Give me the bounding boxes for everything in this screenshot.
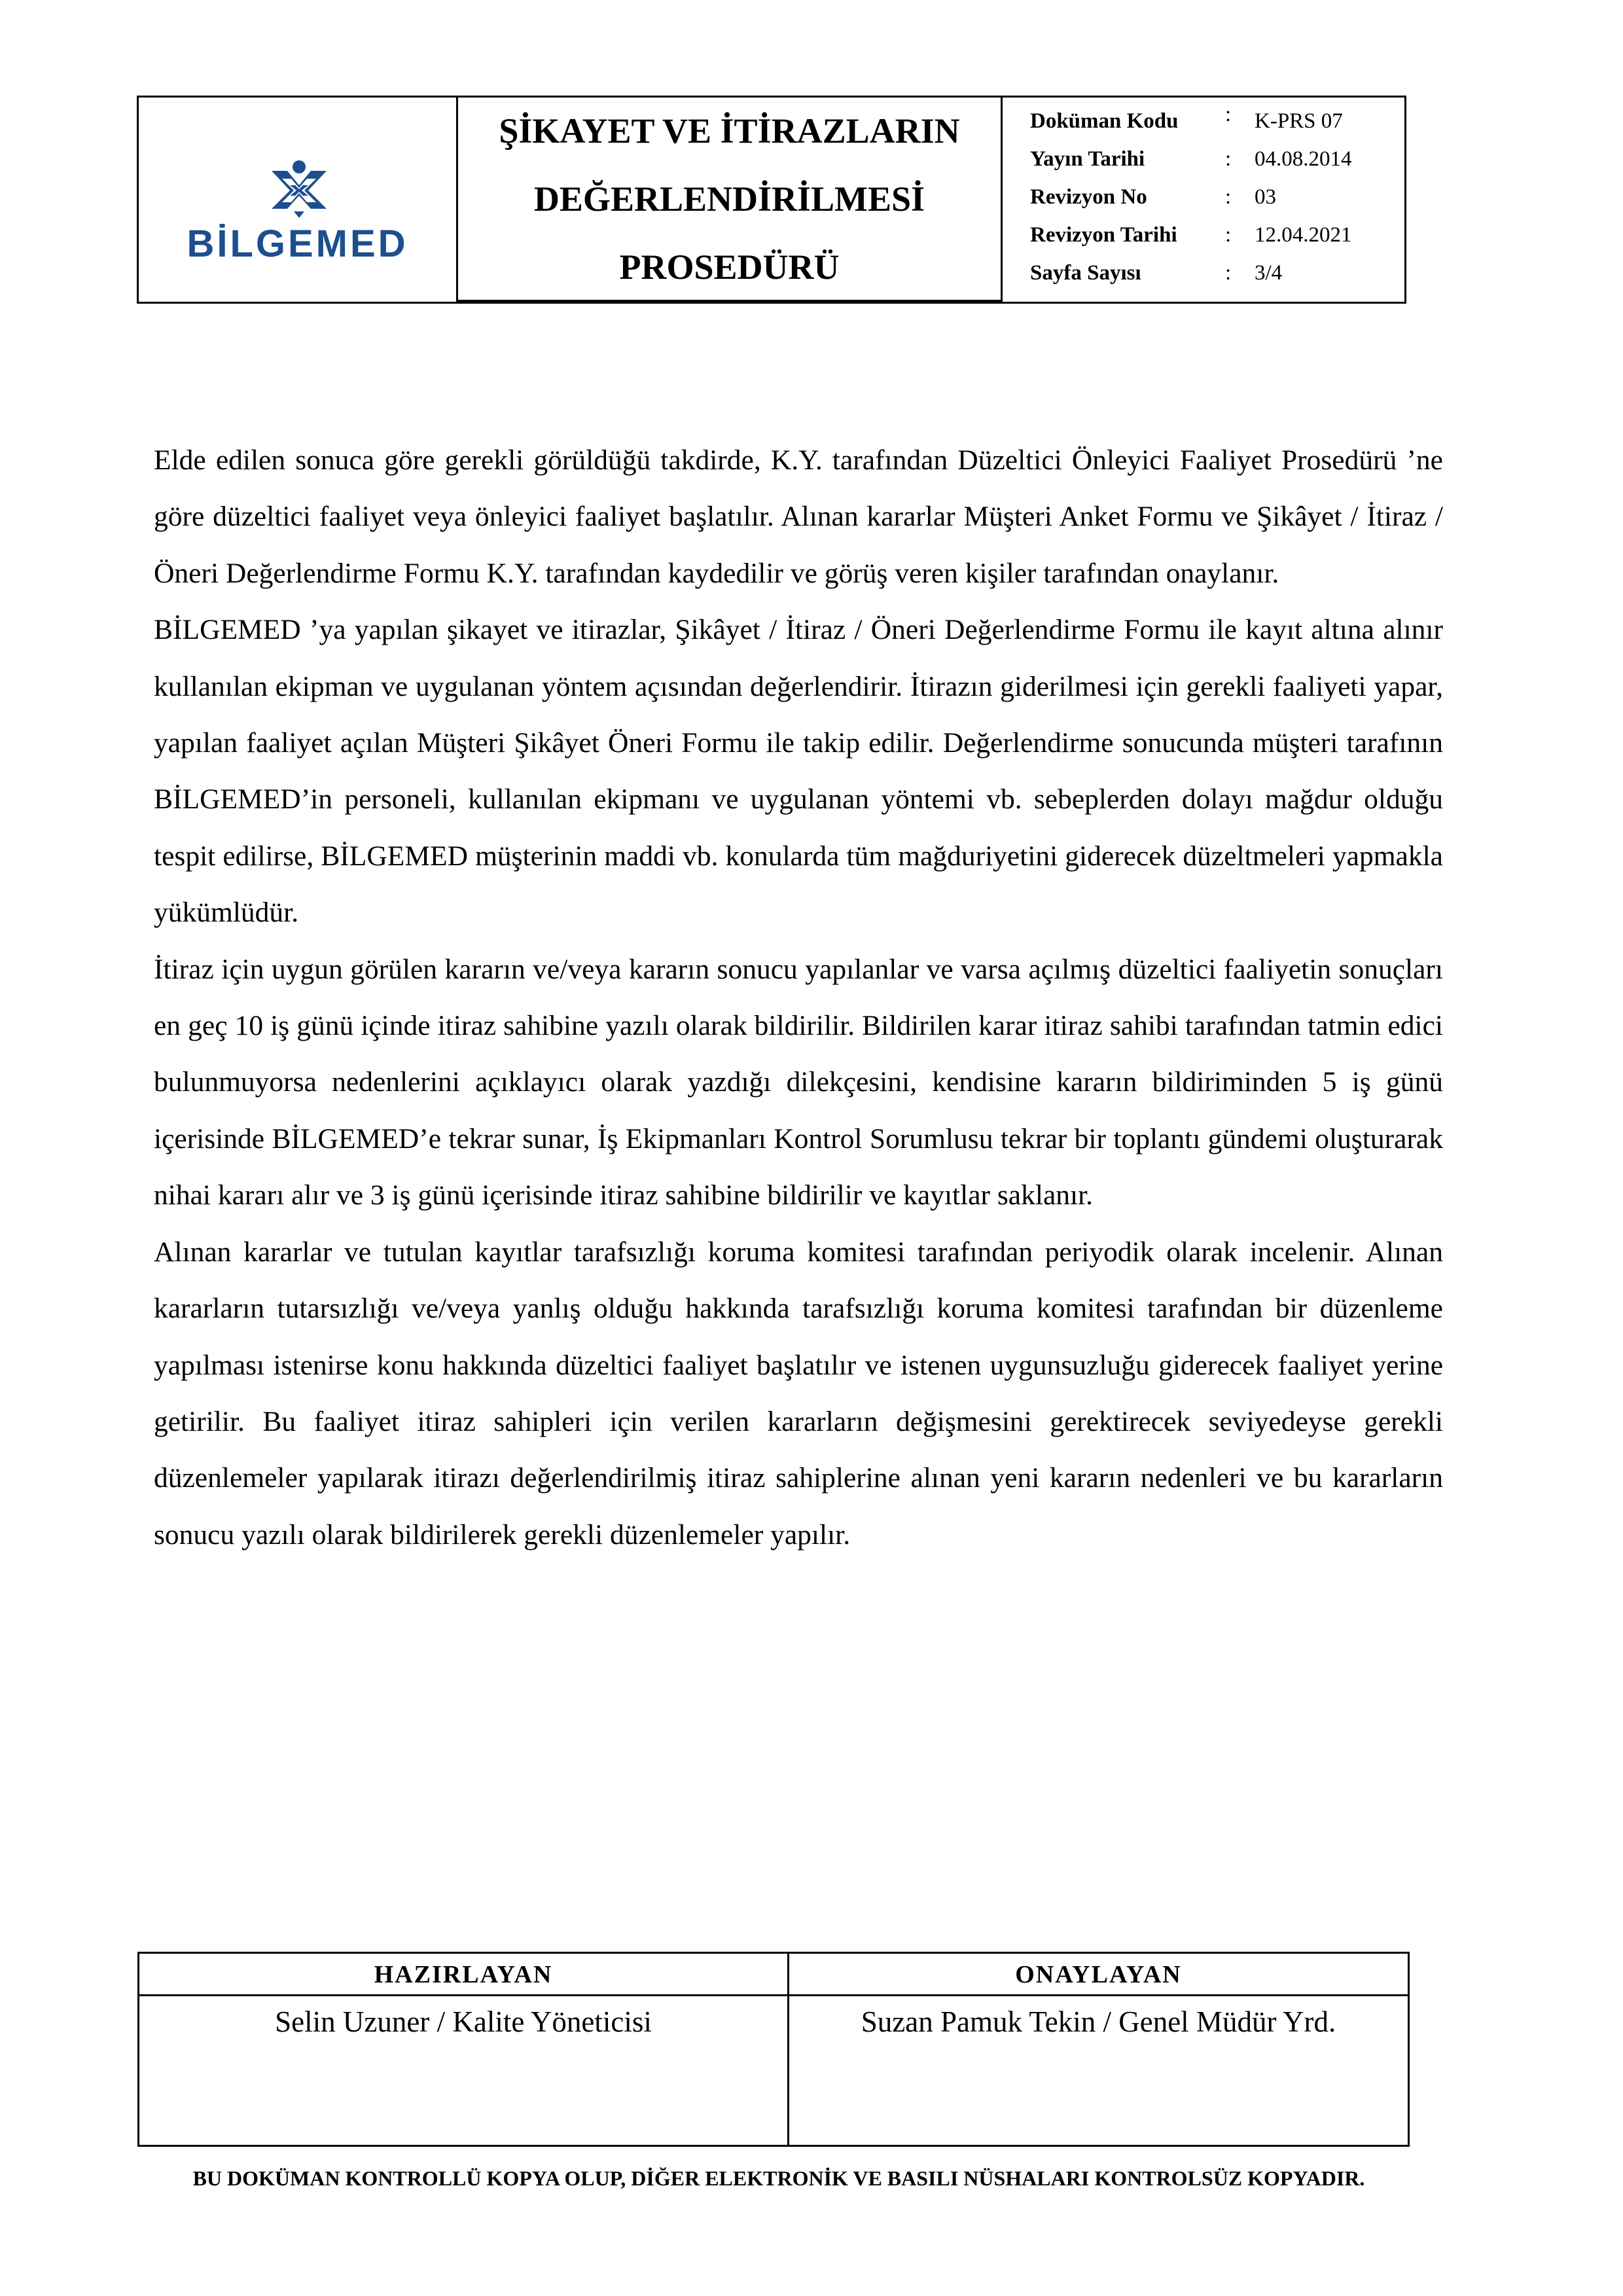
title-line: PROSEDÜRÜ xyxy=(619,247,840,287)
logo-cell xyxy=(139,98,458,302)
paragraph: İtiraz için uygun görülen kararın ve/veya kararın sonucu yapılanlar ve varsa açılmış düzeltici faaliyetin sonuçları en geç 10 iş günü içinde itiraz sahibine yazılı olarak bildirilir. Bildirilen karar itiraz sahibi tarafından tatmin edici bulunmuyorsa nedenlerini açıklayıcı olarak yazdığı dilekçesini, kendisine kararın bildiriminden 5 iş günü içerisinde BİLGEMED’e tekrar sunar, İş Ekipmanları Kontrol Sorumlusu tekrar bir toplantı gündemi oluşturarak nihai kararı alır ve 3 iş günü içerisinde itiraz sahibine bildirilir ve kayıtlar saklanır. xyxy=(154,953,1443,1211)
title-line: ŞİKAYET VE İTİRAZLARIN xyxy=(499,111,960,151)
meta-label: Revizyon No xyxy=(1030,185,1147,209)
meta-value: 3/4 xyxy=(1255,261,1283,285)
meta-value: 12.04.2021 xyxy=(1255,223,1352,247)
meta-row-page-count xyxy=(1003,261,1404,299)
prepared-by-name: Selin Uzuner / Kalite Yöneticisi xyxy=(275,2005,652,2038)
document-header xyxy=(137,96,1406,304)
signature-table xyxy=(137,1952,1410,2147)
meta-colon: : xyxy=(1225,103,1232,126)
paragraph: Elde edilen sonuca göre gerekli görüldüğü takdirde, K.Y. tarafından Düzeltici Önleyici Faaliyet Prosedürü ’ne göre düzeltici faaliyet veya önleyici faaliyet başlatılır. Alınan kararlar Müşteri Anket Formu ve Şikâyet / İtiraz / Öneri Değerlendirme Formu K.Y. tarafından kaydedilir ve görüş veren kişiler tarafından onaylanır. xyxy=(154,444,1443,589)
meta-colon: : xyxy=(1225,185,1232,209)
footer-note: BU DOKÜMAN KONTROLLÜ KOPYA OLUP, DİĞER ELEKTRONİK VE BASILI NÜSHALARI KONTROLSÜZ KOPYADIR. xyxy=(192,2166,1365,2190)
document-title xyxy=(458,98,1003,302)
approved-by-header: ONAYLAYAN xyxy=(1015,1961,1182,1988)
paragraph: BİLGEMED ’ya yapılan şikayet ve itirazlar, Şikâyet / İtiraz / Öneri Değerlendirme Formu ile kayıt altına alınır kullanılan ekipman ve uygulanan yöntem açısından değerlendirir. İtirazın giderilmesi için gerekli faaliyeti yapar, yapılan faaliyet açılan Müşteri Şikâyet Öneri Formu ile takip edilir. Değerlendirme sonucunda müşteri tarafının BİLGEMED’in personeli, kullanılan ekipmanı ve uygulanan yöntemi vb. sebeplerden dolayı mağdur olduğu tespit edilirse, BİLGEMED müşterinin maddi vb. konularda tüm mağduriyetini giderecek düzeltmeleri yapmakla yükümlüdür. xyxy=(154,614,1443,929)
meta-label: Sayfa Sayısı xyxy=(1030,261,1141,285)
meta-row-publish-date xyxy=(1003,147,1404,185)
meta-value: 03 xyxy=(1255,185,1276,209)
title-line: DEĞERLENDİRİLMESİ xyxy=(533,179,925,219)
meta-row-revision-date xyxy=(1003,223,1404,261)
approved-by-name: Suzan Pamuk Tekin / Genel Müdür Yrd. xyxy=(861,2005,1336,2038)
bilgemed-logo-icon xyxy=(268,159,330,219)
meta-value: 04.08.2014 xyxy=(1255,147,1352,171)
paragraph: Alınan kararlar ve tutulan kayıtlar tarafsızlığı koruma komitesi tarafından periyodik olarak incelenir. Alınan kararların tutarsızlığı ve/veya yanlış olduğu hakkında tarafsızlığı koruma komitesi tarafından bir düzenleme yapılması istenirse konu hakkında düzeltici faaliyet başlatılır ve istenen uygunsuzluğu giderecek faaliyet yerine getirilir. Bu faaliyet itiraz sahipleri için verilen kararların değişmesini gerektirecek seviyedeyse gerekli düzenlemeler yapılarak itirazı değerlendirilmiş itiraz sahiplerine alınan yeni kararın nedenleri ve bu kararların sonucu yazılı olarak bildirilerek gerekli düzenlemeler yapılır. xyxy=(154,1236,1443,1551)
meta-label: Yayın Tarihi xyxy=(1030,147,1145,171)
meta-value: K-PRS 07 xyxy=(1255,109,1343,133)
meta-row-revision-no xyxy=(1003,185,1404,223)
prepared-by-header: HAZIRLAYAN xyxy=(374,1961,553,1988)
meta-colon: : xyxy=(1225,223,1232,247)
meta-label: Doküman Kodu xyxy=(1030,109,1179,133)
logo-text: BİLGEMED xyxy=(187,223,408,265)
meta-colon: : xyxy=(1225,261,1232,285)
meta-row-document-code xyxy=(1003,103,1404,147)
document-meta xyxy=(1003,98,1404,302)
table-divider xyxy=(139,1994,1408,1996)
meta-label: Revizyon Tarihi xyxy=(1030,223,1177,247)
meta-colon: : xyxy=(1225,147,1232,171)
body-text xyxy=(154,432,1443,1563)
